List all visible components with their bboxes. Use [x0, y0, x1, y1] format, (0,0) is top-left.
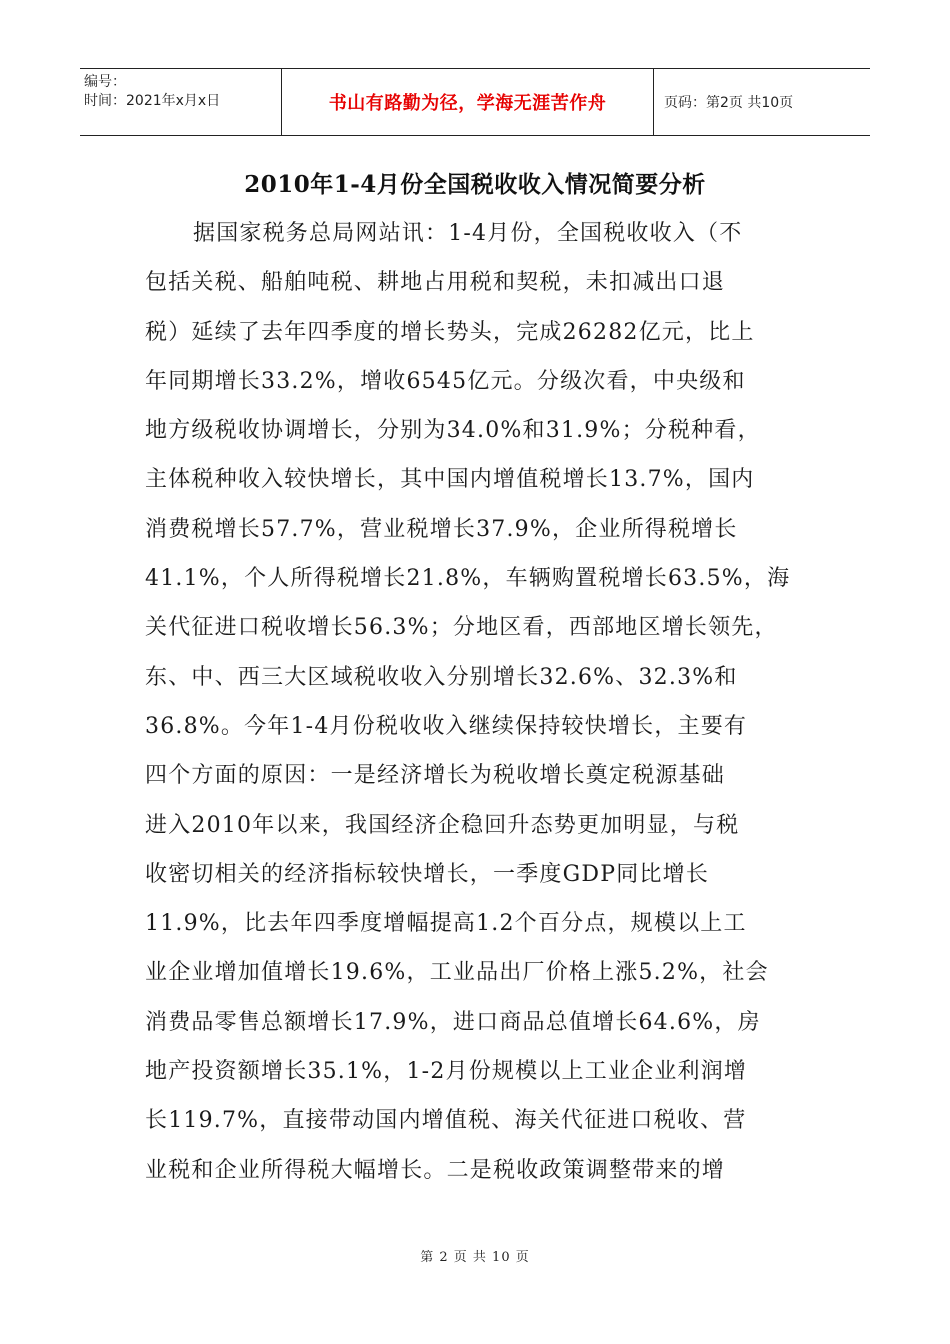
page-header [80, 68, 870, 136]
body-line: 四个方面的原因：一是经济增长为税收增长奠定税源基础 [145, 763, 726, 789]
header-page-cell [654, 69, 870, 135]
body-line: 长119.7%，直接带动国内增值税、海关代征进口税收、营 [145, 1108, 747, 1134]
body-line: 主体税种收入较快增长，其中国内增值税增长13.7%，国内 [145, 467, 755, 493]
body-line: 消费税增长57.7%，营业税增长37.9%，企业所得税增长 [145, 516, 738, 542]
document-title: 2010年1-4月份全国税收收入情况简要分析 [244, 171, 706, 198]
body-line: 11.9%，比去年四季度增幅提高1.2个百分点，规模以上工 [145, 911, 747, 937]
document-time-label: 时间：2021年x月x日 [84, 93, 221, 109]
page-footer: 第 2 页 共 10 页 [420, 1250, 530, 1265]
document-body [145, 209, 825, 1195]
body-line: 41.1%，个人所得税增长21.8%，车辆购置税增长63.5%，海 [145, 566, 791, 592]
body-line: 地方级税收协调增长，分别为34.0%和31.9%；分税种看， [145, 418, 761, 444]
body-line: 关代征进口税收增长56.3%；分地区看，西部地区增长领先， [145, 615, 778, 641]
body-line: 业企业增加值增长19.6%，工业品出厂价格上涨5.2%，社会 [145, 960, 769, 986]
body-line: 36.8%。今年1-4月份税收收入继续保持较快增长，主要有 [145, 713, 748, 739]
header-meta-cell [80, 69, 282, 135]
header-page-info: 页码：第2页 共10页 [664, 95, 794, 111]
body-line: 收密切相关的经济指标较快增长，一季度GDP同比增长 [145, 861, 710, 887]
body-line: 消费品零售总额增长17.9%，进口商品总值增长64.6%，房 [145, 1009, 761, 1035]
body-line: 年同期增长33.2%，增收6545亿元。分级次看，中央级和 [145, 368, 746, 394]
document-number-label: 编号： [84, 74, 126, 90]
body-line: 地产投资额增长35.1%，1-2月份规模以上工业企业利润增 [145, 1059, 748, 1085]
body-line: 据国家税务总局网站讯：1-4月份，全国税收收入（不 [193, 221, 743, 246]
body-line: 包括关税、船舶吨税、耕地占用税和契税，未扣减出口退 [145, 270, 726, 296]
body-line: 税）延续了去年四季度的增长势头，完成26282亿元，比上 [145, 319, 755, 345]
body-line: 东、中、西三大区域税收收入分别增长32.6%、32.3%和 [145, 664, 738, 690]
header-motto: 书山有路勤为径，学海无涯苦作舟 [328, 93, 607, 114]
header-motto-cell [282, 69, 654, 135]
body-line: 业税和企业所得税大幅增长。二是税收政策调整带来的增 [145, 1157, 726, 1183]
body-line: 进入2010年以来，我国经济企稳回升态势更加明显，与税 [145, 812, 740, 838]
